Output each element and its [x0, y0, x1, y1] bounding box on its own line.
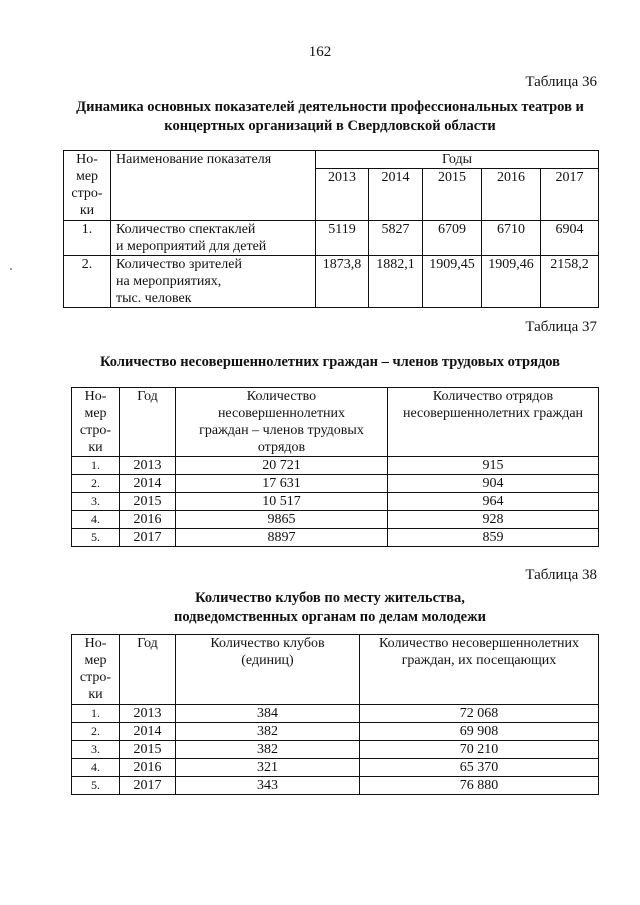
row-year: 2013 [120, 705, 176, 723]
t38-header-clubs [176, 635, 360, 705]
cell-value: 6710 [482, 221, 541, 256]
row-num: 1. [72, 457, 120, 475]
table-row [72, 723, 599, 741]
table-36-title-line: Динамика основных показателей деятельности профессиональных театров и [76, 99, 584, 115]
header-line: несовершеннолетних [217, 406, 346, 421]
row-year: 2015 [120, 493, 176, 511]
cell-value: 5119 [316, 221, 369, 256]
header-line: граждан, их посещающих [401, 653, 557, 668]
table-row [72, 475, 599, 493]
header-line: Количество [246, 389, 317, 404]
cell-value: 859 [388, 529, 599, 547]
cell-value: 72 068 [360, 705, 599, 723]
row-num: 3. [72, 741, 120, 759]
row-year: 2017 [120, 529, 176, 547]
t36-year-2017: 2017 [541, 169, 599, 221]
table-38-label: Таблица 38 [525, 567, 597, 583]
cell-value: 5827 [369, 221, 423, 256]
cell-value: 65 370 [360, 759, 599, 777]
header-line: Количество несовершеннолетних [379, 636, 579, 651]
table-row [72, 759, 599, 777]
cell-value: 76 880 [360, 777, 599, 795]
header-line: Но- [84, 636, 107, 651]
table-36-title [40, 98, 620, 136]
cell-value: 70 210 [360, 741, 599, 759]
cell-value: 1882,1 [369, 256, 423, 308]
table-36 [63, 150, 599, 308]
t36-header-name: Наименование показателя [111, 151, 316, 221]
header-line: отрядов [257, 440, 306, 455]
table-row [72, 457, 599, 475]
cell-value: 20 721 [176, 457, 388, 475]
t38-header-year: Год [120, 635, 176, 705]
header-line: (единиц) [241, 653, 294, 668]
row-num: 2. [64, 256, 111, 308]
table-row [72, 511, 599, 529]
row-num: 1. [72, 705, 120, 723]
row-num: 5. [72, 777, 120, 795]
table-37-title-line: Количество несовершеннолетних граждан – членов трудовых отрядов [99, 354, 561, 370]
t36-year-2013: 2013 [316, 169, 369, 221]
cell-value: 1909,46 [482, 256, 541, 308]
cell-value: 8897 [176, 529, 388, 547]
table-row [72, 777, 599, 795]
row-num: 2. [72, 723, 120, 741]
row-name-line: на мероприятиях, [116, 274, 222, 289]
cell-value: 964 [388, 493, 599, 511]
header-line: несовершеннолетних граждан [402, 406, 584, 421]
row-year: 2016 [120, 511, 176, 529]
cell-value: 17 631 [176, 475, 388, 493]
t37-header-year: Год [120, 388, 176, 457]
table-37 [71, 387, 599, 547]
cell-value: 1909,45 [423, 256, 482, 308]
header-line: ки [79, 203, 95, 218]
row-year: 2015 [120, 741, 176, 759]
header-line: стро- [79, 670, 112, 685]
cell-value: 904 [388, 475, 599, 493]
table-row [64, 256, 599, 308]
cell-value: 9865 [176, 511, 388, 529]
row-num: 4. [72, 759, 120, 777]
row-year: 2014 [120, 475, 176, 493]
cell-value: 10 517 [176, 493, 388, 511]
header-line: Количество отрядов [432, 389, 554, 404]
row-name-line: Количество спектаклей [116, 222, 256, 237]
row-name-line: тыс. человек [116, 291, 192, 306]
header-line: граждан – членов трудовых [199, 423, 364, 438]
t38-header-visitors [360, 635, 599, 705]
row-year: 2013 [120, 457, 176, 475]
table-row [72, 529, 599, 547]
header-line: Но- [76, 152, 98, 167]
row-num: 2. [72, 475, 120, 493]
t36-header-num [64, 151, 111, 221]
table-38-title [40, 589, 620, 627]
row-num: 4. [72, 511, 120, 529]
row-year: 2016 [120, 759, 176, 777]
table-38-title-line: подведомственных органам по делам молодежи [173, 609, 486, 625]
row-num: 3. [72, 493, 120, 511]
row-num: 1. [64, 221, 111, 256]
header-line: стро- [79, 423, 112, 438]
row-name [111, 256, 316, 308]
row-name-line: и мероприятий для детей [116, 239, 267, 254]
cell-value: 915 [388, 457, 599, 475]
header-line: ки [88, 687, 103, 702]
table-38-title-line: Количество клубов по месту жительства, [195, 590, 465, 606]
cell-value: 382 [176, 741, 360, 759]
cell-value: 384 [176, 705, 360, 723]
header-line: Но- [84, 389, 107, 404]
header-line: Количество клубов [210, 636, 325, 651]
header-line: стро- [71, 186, 103, 201]
table-37-label: Таблица 37 [525, 319, 597, 335]
cell-value: 321 [176, 759, 360, 777]
header-line: мер [84, 406, 107, 421]
t37-header-squads [388, 388, 599, 457]
page-number: 162 [308, 44, 332, 60]
t38-header-num [72, 635, 120, 705]
table-row [72, 493, 599, 511]
table-38 [71, 634, 599, 795]
cell-value: 928 [388, 511, 599, 529]
table-36-title-line: концертных организаций в Свердловской области [164, 118, 496, 134]
t36-year-2015: 2015 [423, 169, 482, 221]
table-row [72, 705, 599, 723]
row-name [111, 221, 316, 256]
cell-value: 69 908 [360, 723, 599, 741]
cell-value: 6904 [541, 221, 599, 256]
table-row [72, 741, 599, 759]
cell-value: 382 [176, 723, 360, 741]
t36-header-years: Годы [316, 151, 599, 169]
cell-value: 2158,2 [541, 256, 599, 308]
row-year: 2014 [120, 723, 176, 741]
cell-value: 343 [176, 777, 360, 795]
row-name-line: Количество зрителей [116, 257, 242, 272]
scan-speck [10, 268, 12, 270]
table-37-title [40, 353, 620, 372]
table-row [64, 221, 599, 256]
header-line: мер [84, 653, 107, 668]
header-line: ки [88, 440, 103, 455]
t37-header-members [176, 388, 388, 457]
header-line: мер [75, 169, 99, 184]
cell-value: 1873,8 [316, 256, 369, 308]
cell-value: 6709 [423, 221, 482, 256]
table-36-label: Таблица 36 [525, 74, 597, 90]
t37-header-num [72, 388, 120, 457]
t36-year-2016: 2016 [482, 169, 541, 221]
t36-year-2014: 2014 [369, 169, 423, 221]
row-year: 2017 [120, 777, 176, 795]
row-num: 5. [72, 529, 120, 547]
